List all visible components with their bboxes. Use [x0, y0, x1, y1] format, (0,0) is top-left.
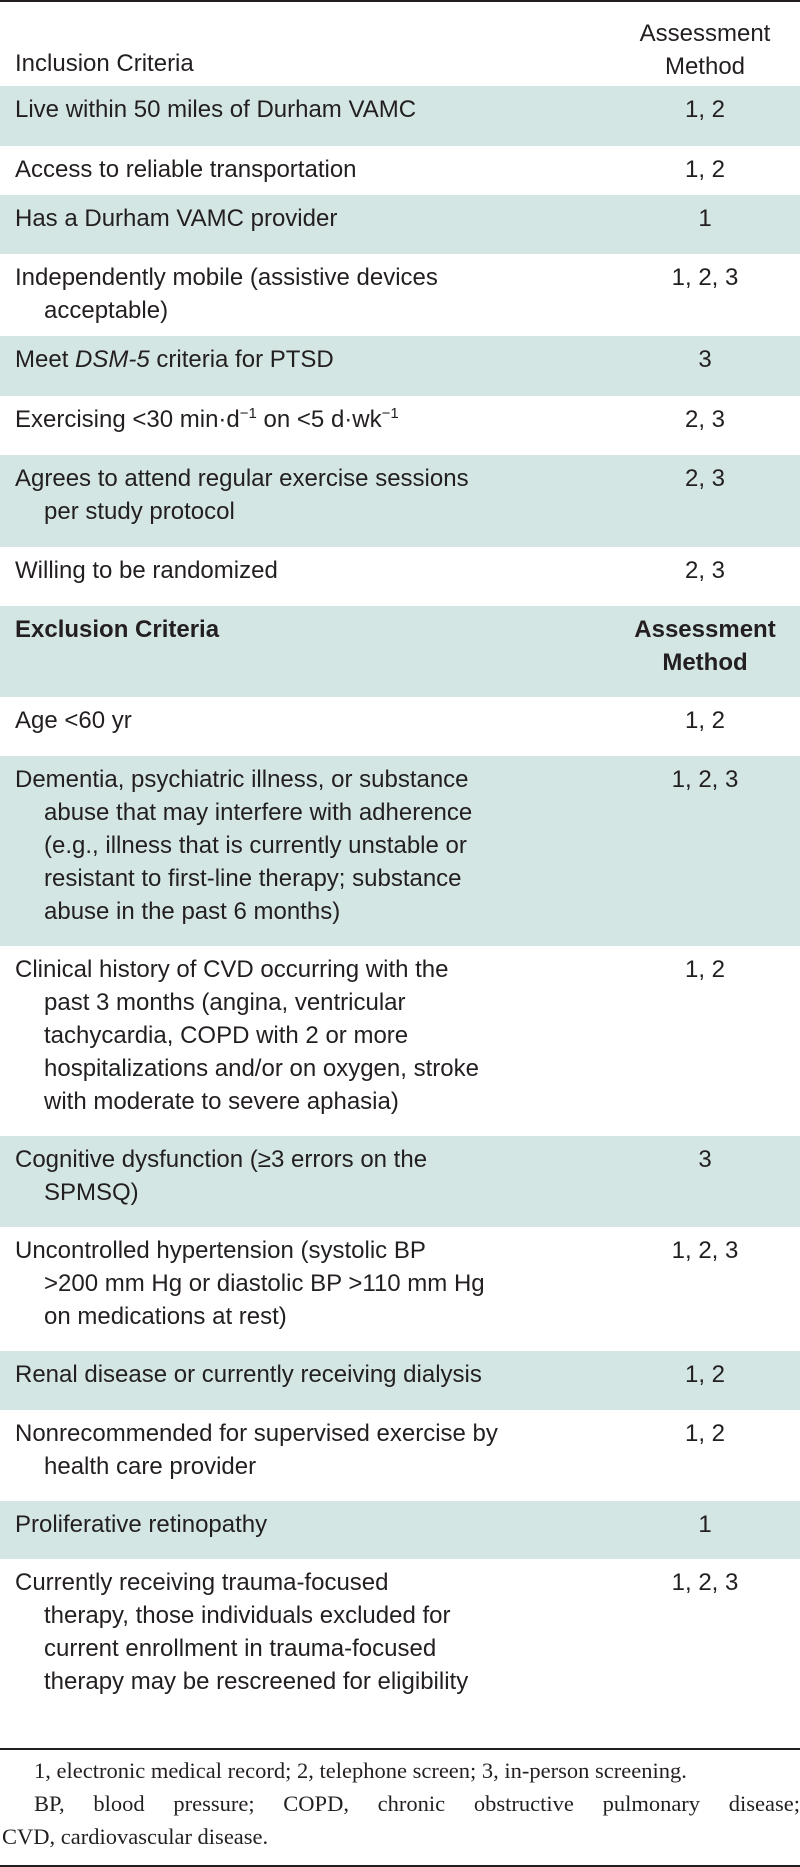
criterion-text: Agrees to attend regular exercise sessions per study protocol — [15, 465, 469, 525]
criterion-text: Meet DSM-5 criteria for PTSD — [15, 346, 334, 373]
criterion-text: Uncontrolled hypertension (systolic BP >200 mm Hg or diastolic BP >110 mm Hg on medications at rest) — [15, 1237, 485, 1330]
method-heading-line1: Assessment — [634, 616, 776, 643]
exclusion-header-row — [0, 606, 800, 697]
footnote-abbreviations-cont: CVD, cardiovascular disease. — [2, 1824, 269, 1849]
method-value: 2, 3 — [684, 557, 726, 584]
table-row — [0, 547, 800, 606]
criterion-text: Access to reliable transportation — [15, 156, 357, 183]
table-row — [0, 1501, 800, 1559]
table-row — [0, 756, 800, 946]
method-value: 1 — [698, 205, 712, 232]
method-value: 1, 2 — [684, 956, 726, 983]
table-row — [0, 455, 800, 547]
method-value: 1, 2 — [684, 707, 726, 734]
method-value: 2, 3 — [684, 465, 726, 492]
method-value: 1, 2, 3 — [671, 766, 739, 793]
table-row — [0, 146, 800, 195]
method-value: 1, 2 — [684, 1420, 726, 1447]
criterion-text: Dementia, psychiatric illness, or substance abuse that may interfere with adherence (e.g., illness that is currently unstable or resistant to first-line therapy; substance abuse in the past 6 months) — [15, 766, 473, 925]
table-row — [0, 1410, 800, 1501]
table-row — [0, 946, 800, 1136]
table-row — [0, 86, 800, 146]
method-value: 1, 2 — [684, 156, 726, 183]
criterion-text: Live within 50 miles of Durham VAMC — [15, 96, 417, 123]
criterion-text: Proliferative retinopathy — [15, 1511, 268, 1538]
exclusion-criteria-heading: Exclusion Criteria — [15, 616, 220, 643]
table-row — [0, 697, 800, 756]
method-value: 1 — [698, 1511, 712, 1538]
method-value: 1, 2 — [684, 1361, 726, 1388]
inclusion-header-row — [0, 2, 800, 86]
method-heading-line2: Method — [664, 53, 746, 80]
criterion-text: Nonrecommended for supervised exercise by health care provider — [15, 1420, 498, 1480]
table-row — [0, 1559, 800, 1715]
method-value: 1, 2, 3 — [671, 1569, 739, 1596]
criterion-text: Has a Durham VAMC provider — [15, 205, 338, 232]
method-value: 1, 2 — [684, 96, 726, 123]
method-heading-line1: Assessment — [639, 20, 771, 47]
table-row — [0, 254, 800, 336]
method-value: 3 — [698, 1146, 712, 1173]
method-value: 3 — [698, 346, 712, 373]
assessment-method-heading — [610, 606, 800, 697]
criterion-text: Age <60 yr — [15, 707, 132, 734]
footnote-abbreviations: BP, blood pressure; COPD, chronic obstructive pulmonary disease; — [34, 1791, 800, 1816]
criterion-text: Independently mobile (assistive devices acceptable) — [15, 264, 438, 324]
table-row — [0, 1351, 800, 1410]
inclusion-criteria-heading: Inclusion Criteria — [15, 50, 194, 77]
table-row — [0, 336, 800, 396]
footnote-methods: 1, electronic medical record; 2, telephone screen; 3, in-person screening. — [34, 1758, 687, 1783]
assessment-method-heading — [610, 2, 800, 86]
criterion-text: Renal disease or currently receiving dialysis — [15, 1361, 482, 1388]
criterion-text: Currently receiving trauma-focused therapy, those individuals excluded for current enrollment in trauma-focused therapy may be rescreened for eligibility — [15, 1569, 469, 1695]
table-row — [0, 1136, 800, 1227]
method-heading-line2: Method — [662, 649, 748, 676]
table-footnotes — [0, 1748, 800, 1867]
method-value: 2, 3 — [684, 406, 726, 433]
criterion-text: Willing to be randomized — [15, 557, 278, 584]
criterion-text: Cognitive dysfunction (≥3 errors on the SPMSQ) — [15, 1146, 428, 1206]
table-row — [0, 396, 800, 455]
table-row — [0, 1227, 800, 1351]
criterion-text: Clinical history of CVD occurring with the past 3 months (angina, ventricular tachycardia, COPD with 2 or more hospitalizations and/or on oxygen, stroke with moderate to severe aphasia) — [15, 956, 479, 1115]
table-row — [0, 195, 800, 254]
method-value: 1, 2, 3 — [671, 264, 739, 291]
method-value: 1, 2, 3 — [671, 1237, 739, 1264]
criterion-text: Exercising <30 $\min\cdot d^{-1}$ on <5 $d\cdot wk^{-1}$ — [15, 405, 399, 433]
